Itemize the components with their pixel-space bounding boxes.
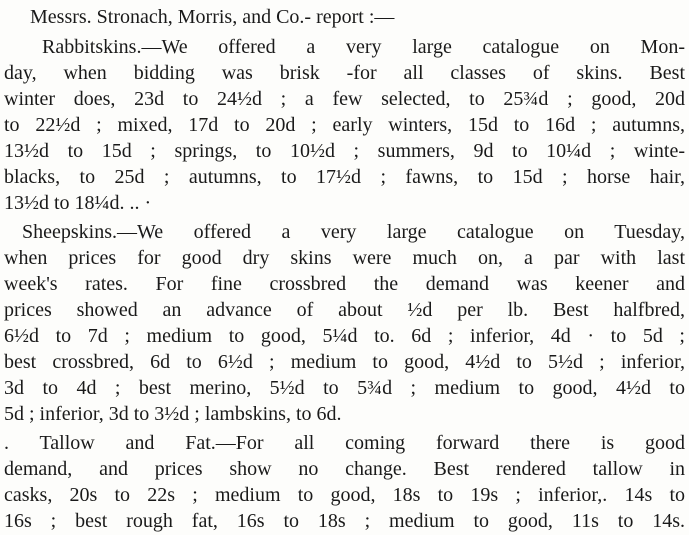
report-heading: Messrs. Stronach, Morris, and Co.- report :— [30,6,395,28]
tallow-line-2: demand, and prices show no change. Best rendered tallow in [4,458,685,480]
tallow-line-3: casks, 20s to 22s ; medium to good, 18s to 19s ; inferior,. 14s to [4,484,685,506]
sheepskins-line-5: 6½d to 7d ; medium to good, 5¼d to. 6d ; inferior, 4d · to 5d ; [4,325,685,347]
sheepskins-line-6: best crossbred, 6d to 6½d ; medium to good, 4½d to 5½d ; inferior, [4,351,685,373]
tallow-line-1: . Tallow and Fat.—For all coming forward there is good [4,432,685,454]
rabbitskins-line-2: day, when bidding was brisk -for all classes of skins. Best [4,62,685,84]
sheepskins-line-1: Sheepskins.—We offered a very large catalogue on Tuesday, [22,221,685,243]
rabbitskins-line-5: 13½d to 15d ; springs, to 10½d ; summers, 9d to 10¼d ; winte- [4,140,685,162]
sheepskins-line-3: week's rates. For fine crossbred the demand was keener and [4,273,685,295]
tallow-line-4: 16s ; best rough fat, 16s to 18s ; medium to good, 11s to 14s. [4,510,685,532]
sheepskins-line-4: prices showed an advance of about ½d per lb. Best halfbred, [4,299,685,321]
rabbitskins-line-6: blacks, to 25d ; autumns, to 17½d ; fawns, to 15d ; horse hair, [4,166,685,188]
rabbitskins-line-4: to 22½d ; mixed, 17d to 20d ; early winters, 15d to 16d ; autumns, [4,114,685,136]
sheepskins-line-7: 3d to 4d ; best merino, 5½d to 5¾d ; medium to good, 4½d to [4,377,685,399]
sheepskins-line-8: 5d ; inferior, 3d to 3½d ; lambskins, to 6d. [4,403,342,425]
rabbitskins-line-1: Rabbitskins.—We offered a very large catalogue on Mon- [42,36,685,58]
rabbitskins-line-7: 13½d to 18¼d. .. · [4,192,152,214]
rabbitskins-line-3: winter does, 23d to 24½d ; a few selected, to 25¾d ; good, 20d [4,88,685,110]
sheepskins-line-2: when prices for good dry skins were much on, a par with last [4,247,685,269]
